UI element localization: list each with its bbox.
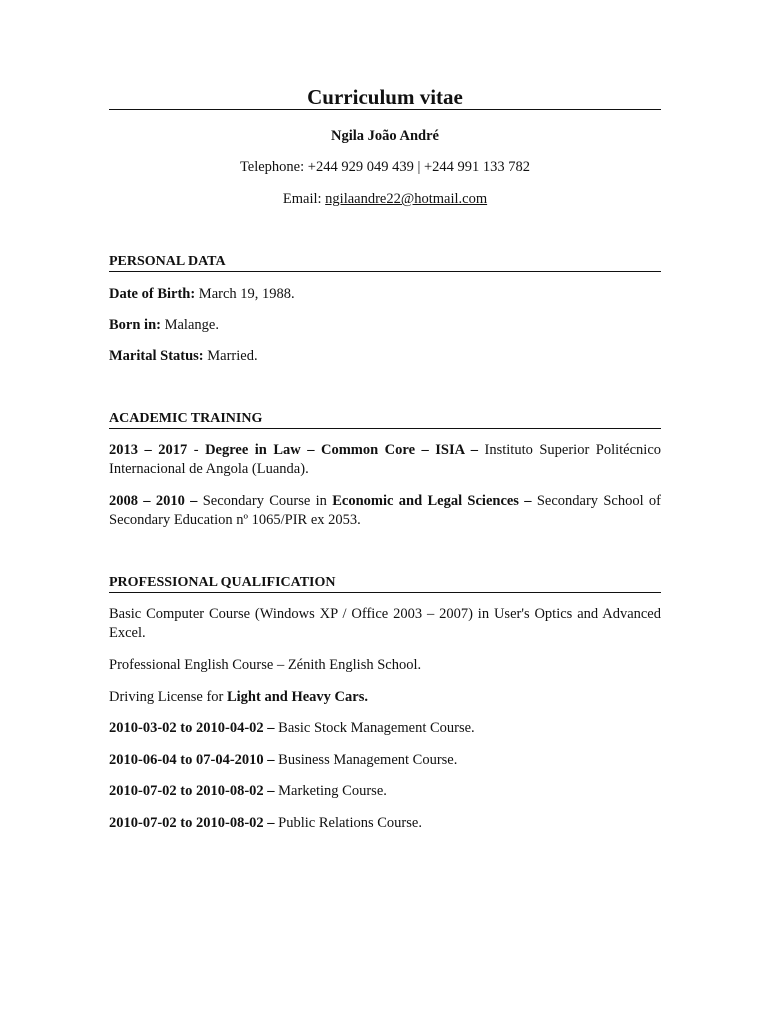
title-divider <box>109 109 661 110</box>
born-in-line <box>109 316 661 335</box>
course-item <box>109 814 661 833</box>
dob-label: Date of Birth: <box>109 286 196 302</box>
section-heading-personal-data: PERSONAL DATA <box>109 253 661 272</box>
email-link[interactable]: ngilaandre22@hotmail.com <box>325 191 488 207</box>
course-name: Public Relations Course. <box>274 815 422 831</box>
academic-item-secondary <box>109 492 661 530</box>
computer-course-line: Basic Computer Course (Windows XP / Office 2003 – 2007) in User's Optics and Advanced Excel. <box>109 606 661 641</box>
academic-institution-2: Secondary School of Secondary Education nº 1065/PIR ex 2053. <box>109 493 662 528</box>
course-item <box>109 719 661 738</box>
dob-value: March 19, 1988. <box>198 286 295 302</box>
born-label: Born in: <box>109 317 161 333</box>
academic-sep-1: - <box>187 442 206 458</box>
course-name: Business Management Course. <box>274 752 458 768</box>
date-of-birth-line <box>109 285 661 304</box>
academic-field-2: Economic and Legal Sciences – <box>332 493 532 509</box>
born-value: Malange. <box>164 317 219 333</box>
course-name: Marketing Course. <box>274 783 387 799</box>
driving-type: Light and Heavy Cars. <box>226 689 368 705</box>
academic-degree-1: Degree in Law – Common Core – ISIA – <box>205 442 479 458</box>
telephone-line <box>109 158 661 176</box>
course-item <box>109 751 661 770</box>
candidate-name: Ngila João André <box>331 128 439 144</box>
course-dates: 2010-07-02 to 2010-08-02 – <box>109 815 275 831</box>
document-title: Curriculum vitae <box>307 85 463 109</box>
academic-years-1: 2013 – 2017 <box>109 442 188 458</box>
marital-value: Married. <box>207 348 258 364</box>
email-label: Email: <box>282 191 322 207</box>
email-line <box>109 190 661 208</box>
academic-institution-1: Instituto Superior Politécnico Internacional de Angola (Luanda). <box>109 442 662 477</box>
course-item <box>109 782 661 801</box>
section-heading-professional-qualification: PROFESSIONAL QUALIFICATION <box>109 574 661 593</box>
course-dates: 2010-06-04 to 07-04-2010 – <box>109 752 275 768</box>
section-heading-academic-training: ACADEMIC TRAINING <box>109 410 661 429</box>
academic-years-2: 2008 – 2010 – <box>109 493 198 509</box>
marital-label: Marital Status: <box>109 348 204 364</box>
driving-license-line <box>109 688 661 707</box>
marital-status-line <box>109 347 661 366</box>
academic-item-law <box>109 441 661 479</box>
course-dates: 2010-03-02 to 2010-04-02 – <box>109 720 275 736</box>
course-dates: 2010-07-02 to 2010-08-02 – <box>109 783 275 799</box>
telephone-value: +244 929 049 439 | +244 991 133 782 <box>307 159 531 175</box>
driving-pre: Driving License for <box>109 689 227 705</box>
academic-pre-2: Secondary Course in <box>197 493 333 509</box>
english-course-line: Professional English Course – Zénith English School. <box>109 657 422 673</box>
course-name: Basic Stock Management Course. <box>274 720 475 736</box>
telephone-label: Telephone: <box>239 159 305 175</box>
